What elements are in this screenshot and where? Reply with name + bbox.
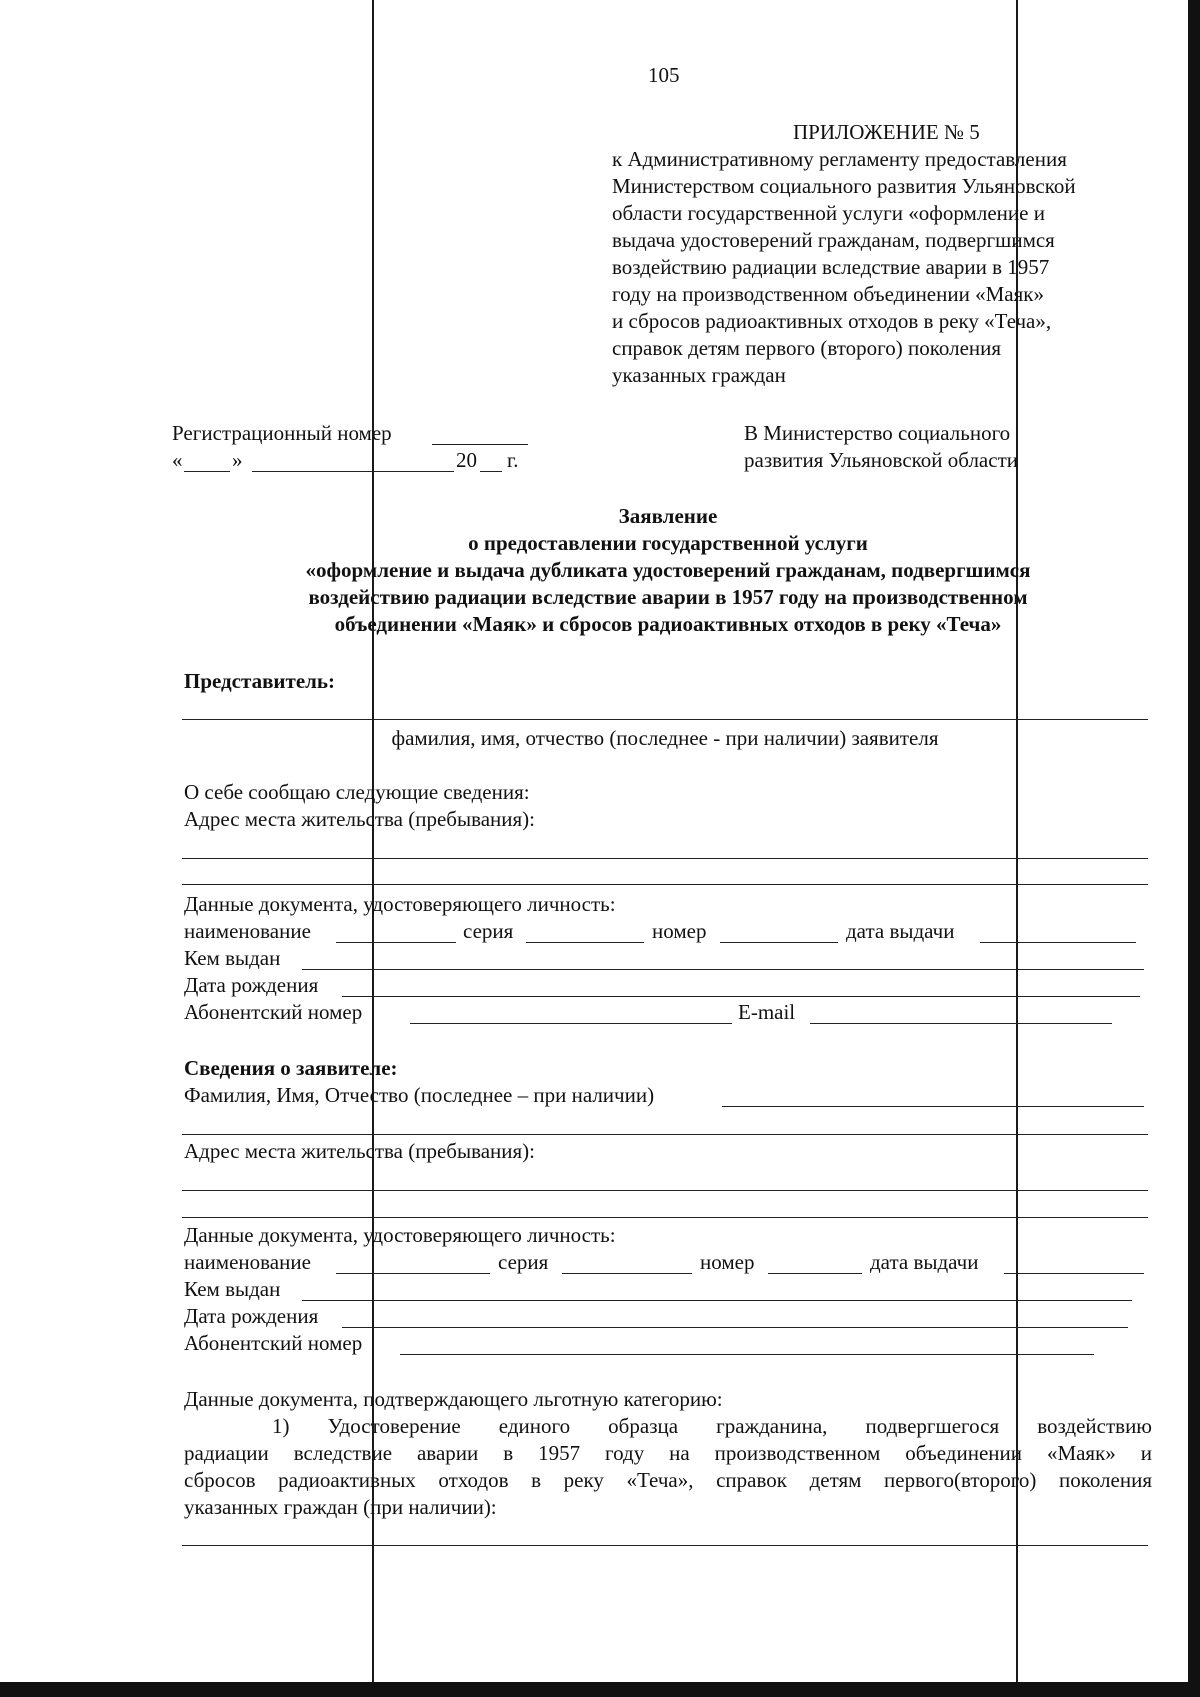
applicant-doc-series-label: серия: [498, 1250, 549, 1274]
applicant-doc-name-field[interactable]: [336, 1253, 490, 1274]
benefit-text-line: радиации вследствие аварии в 1957 году на производственном объединении «Маяк» и: [184, 1441, 1152, 1465]
benefit-text-line: 1) Удостоверение единого образца гражданина, подвергшегося воздействию: [272, 1414, 1152, 1438]
applicant-address-field[interactable]: [182, 1217, 1148, 1218]
applicant-heading: Сведения о заявителе:: [184, 1056, 398, 1080]
registration-number-label: Регистрационный номер: [172, 421, 392, 445]
applicant-doc-number-label: номер: [700, 1250, 755, 1274]
rep-phone-label: Абонентский номер: [184, 1000, 363, 1024]
applicant-phone-field[interactable]: [400, 1334, 1094, 1355]
appendix-line: и сбросов радиоактивных отходов в реку «Теча»,: [612, 309, 1052, 333]
registration-year-field[interactable]: [480, 451, 502, 472]
applicant-birth-field[interactable]: [342, 1307, 1128, 1328]
appendix-line: области государственной услуги «оформление и: [612, 201, 1045, 225]
statement-title-line: воздействию радиации вследствие аварии в 1957 году на производственном: [308, 585, 1028, 609]
applicant-doc-series-field[interactable]: [562, 1253, 692, 1274]
applicant-doc-number-field[interactable]: [768, 1253, 862, 1274]
representative-name-field[interactable]: [182, 719, 1148, 720]
rep-doc-name-label: наименование: [184, 919, 311, 943]
appendix-line: указанных граждан: [612, 363, 786, 387]
benefit-heading: Данные документа, подтверждающего льготную категорию:: [184, 1387, 723, 1411]
statement-title-line: о предоставлении государственной услуги: [468, 531, 868, 555]
rep-doc-series-field[interactable]: [526, 922, 644, 943]
appendix-line: году на производственном объединении «Маяк»: [612, 282, 1044, 306]
applicant-doc-issue-date-field[interactable]: [1004, 1253, 1144, 1274]
rep-email-label: E-mail: [738, 1000, 796, 1024]
statement-title-line: «оформление и выдача дубликата удостоверений гражданам, подвергшимся: [305, 558, 1031, 582]
statement-title: Заявление: [618, 504, 718, 528]
applicant-address-label: Адрес места жительства (пребывания):: [184, 1139, 536, 1163]
registration-year-suffix: г.: [507, 448, 519, 472]
addressee-line: В Министерство социального: [744, 421, 1011, 445]
rep-doc-number-label: номер: [652, 919, 707, 943]
scan-edge-bottom: [0, 1682, 1200, 1697]
rep-doc-heading: Данные документа, удостоверяющего личность:: [184, 892, 616, 916]
rep-doc-issue-date-label: дата выдачи: [846, 919, 955, 943]
applicant-doc-issue-date-label: дата выдачи: [870, 1250, 979, 1274]
rep-address-label: Адрес места жительства (пребывания):: [184, 807, 536, 831]
applicant-issued-by-label: Кем выдан: [184, 1277, 281, 1301]
about-heading: О себе сообщаю следующие сведения:: [184, 780, 530, 804]
applicant-fio-field[interactable]: [722, 1086, 1144, 1107]
rep-doc-number-field[interactable]: [720, 922, 838, 943]
registration-date-open: «: [172, 448, 183, 472]
registration-date-close: »: [232, 448, 243, 472]
appendix-line: справок детям первого (второго) поколения: [612, 336, 1002, 360]
benefit-document-field[interactable]: [182, 1545, 1148, 1546]
rep-doc-issue-date-field[interactable]: [980, 922, 1136, 943]
appendix-line: к Административному регламенту предоставления: [612, 147, 1067, 171]
rep-phone-field[interactable]: [410, 1003, 732, 1024]
applicant-address-field[interactable]: [182, 1190, 1148, 1191]
benefit-text-line: указанных граждан (при наличии):: [184, 1495, 497, 1519]
representative-name-caption: фамилия, имя, отчество (последнее - при наличии) заявителя: [391, 726, 939, 750]
benefit-text-line: сбросов радиоактивных отходов в реку «Теча», справок детям первого(второго) поколения: [184, 1468, 1152, 1492]
appendix-line: воздействию радиации вследствие аварии в 1957: [612, 255, 1050, 279]
page-number: 105: [648, 63, 680, 87]
applicant-doc-name-label: наименование: [184, 1250, 311, 1274]
appendix-title: ПРИЛОЖЕНИЕ № 5: [793, 120, 980, 144]
rep-birth-field[interactable]: [342, 976, 1140, 997]
applicant-doc-heading: Данные документа, удостоверяющего личность:: [184, 1223, 616, 1247]
applicant-fio-field-extra[interactable]: [182, 1134, 1148, 1135]
rep-doc-series-label: серия: [463, 919, 514, 943]
applicant-issued-by-field[interactable]: [302, 1280, 1132, 1301]
appendix-line: Министерством социального развития Ульяновской: [612, 174, 1076, 198]
applicant-phone-label: Абонентский номер: [184, 1331, 363, 1355]
registration-year-prefix: 20: [456, 448, 477, 472]
rep-email-field[interactable]: [810, 1003, 1112, 1024]
rep-birth-label: Дата рождения: [184, 973, 319, 997]
applicant-birth-label: Дата рождения: [184, 1304, 319, 1328]
rep-issued-by-field[interactable]: [302, 949, 1144, 970]
rep-address-field[interactable]: [182, 858, 1148, 859]
statement-title-line: объединении «Маяк» и сбросов радиоактивных отходов в реку «Теча»: [334, 612, 1002, 636]
applicant-fio-label: Фамилия, Имя, Отчество (последнее – при наличии): [184, 1083, 655, 1107]
scan-edge-right: [1188, 0, 1200, 1697]
registration-number-field[interactable]: [432, 424, 528, 445]
registration-day-field[interactable]: [184, 451, 230, 472]
registration-month-field[interactable]: [252, 451, 454, 472]
appendix-line: выдача удостоверений гражданам, подвергшимся: [612, 228, 1055, 252]
addressee-line: развития Ульяновской области: [744, 448, 1018, 472]
rep-issued-by-label: Кем выдан: [184, 946, 281, 970]
representative-heading: Представитель:: [184, 669, 336, 693]
rep-address-field[interactable]: [182, 884, 1148, 885]
rep-doc-name-field[interactable]: [336, 922, 456, 943]
